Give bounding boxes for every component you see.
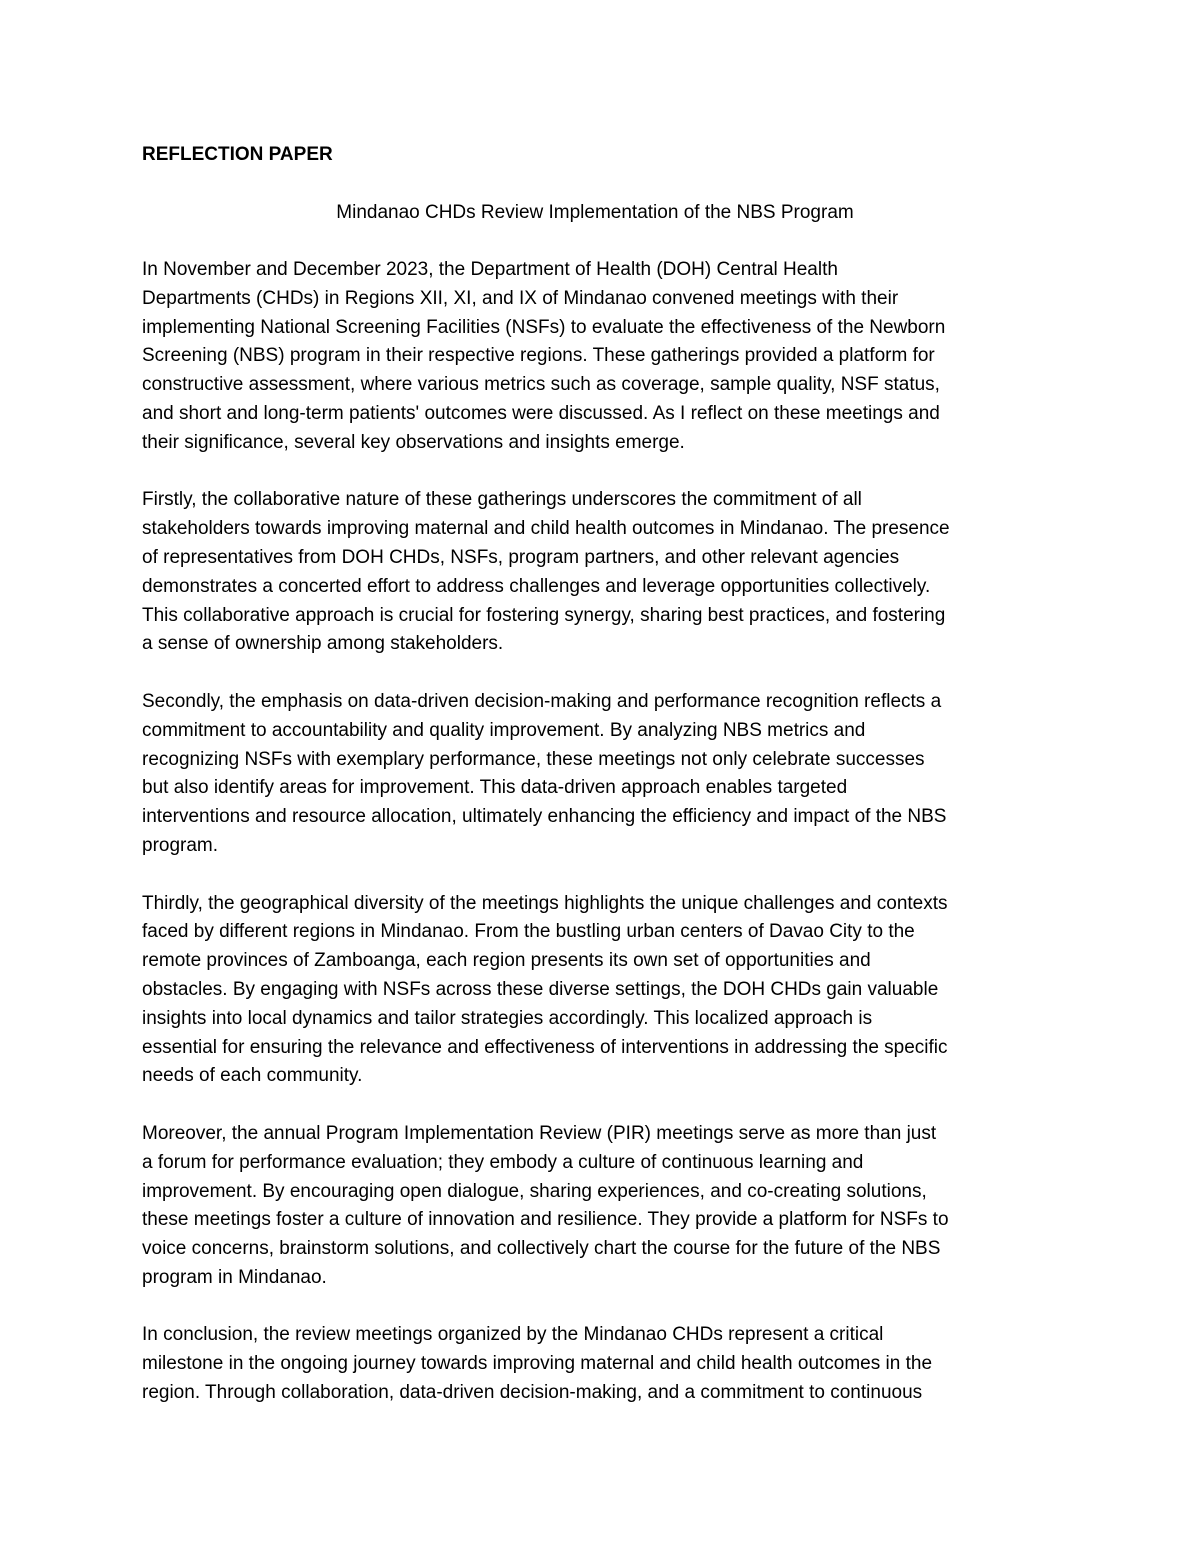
paragraph-secondly: Secondly, the emphasis on data-driven decision-making and performance recognition reflects a commitment to accountability and quality improvement. By analyzing NBS metrics and recognizing NSFs with exemplary performance, these meetings not only celebrate successes but also identify areas for improvement. This data-driven approach enables targeted interventions and resource allocation, ultimately enhancing the efficiency and impact of the NBS program. bbox=[142, 690, 947, 856]
paragraph-conclusion: In conclusion, the review meetings organized by the Mindanao CHDs represent a critical milestone in the ongoing journey towards improving maternal and child health outcomes in the region. Through collaboration, data-driven decision-making, and a commitment to continuous bbox=[142, 1324, 933, 1404]
paragraph-intro: In November and December 2023, the Department of Health (DOH) Central Health Departments (CHDs) in Regions XII, XI, and IX of Mindanao convened meetings with their implementing National Screening Facilities (NSFs) to evaluate the effectiveness of the Newborn Screening (NBS) program in their respective regions. These gatherings provided a platform for constructive assessment, where various metrics such as coverage, sample quality, NSF status, and short and long-term patients' outcomes were discussed. As I reflect on these meetings and their significance, several key observations and insights emerge. bbox=[142, 259, 946, 453]
paragraph-firstly: Firstly, the collaborative nature of these gatherings underscores the commitment of all stakeholders towards improving maternal and child health outcomes in Mindanao. The presence of representatives from DOH CHDs, NSFs, program partners, and other relevant agencies demonstrates a concerted effort to address challenges and leverage opportunities collectively. This collaborative approach is crucial for fostering synergy, sharing best practices, and fostering a sense of ownership among stakeholders. bbox=[142, 489, 950, 655]
paragraph-moreover: Moreover, the annual Program Implementation Review (PIR) meetings serve as more than just a forum for performance evaluation; they embody a culture of continuous learning and improvement. By encouraging open dialogue, sharing experiences, and co-creating solutions, these meetings foster a culture of innovation and resilience. They provide a platform for NSFs to voice concerns, brainstorm solutions, and collectively chart the course for the future of the NBS program in Mindanao. bbox=[142, 1122, 949, 1288]
paragraph-thirdly: Thirdly, the geographical diversity of the meetings highlights the unique challenges and contexts faced by different regions in Mindanao. From the bustling urban centers of Davao City to the remote provinces of Zamboanga, each region presents its own set of opportunities and obstacles. By engaging with NSFs across these diverse settings, the DOH CHDs gain valuable insights into local dynamics and tailor strategies accordingly. This localized approach is essential for ensuring the relevance and effectiveness of interventions in addressing the specific needs of each community. bbox=[142, 892, 948, 1087]
document-heading: REFLECTION PAPER bbox=[142, 144, 333, 165]
document-body bbox=[142, 140, 1072, 1437]
document-subtitle: Mindanao CHDs Review Implementation of the NBS Program bbox=[336, 202, 854, 223]
